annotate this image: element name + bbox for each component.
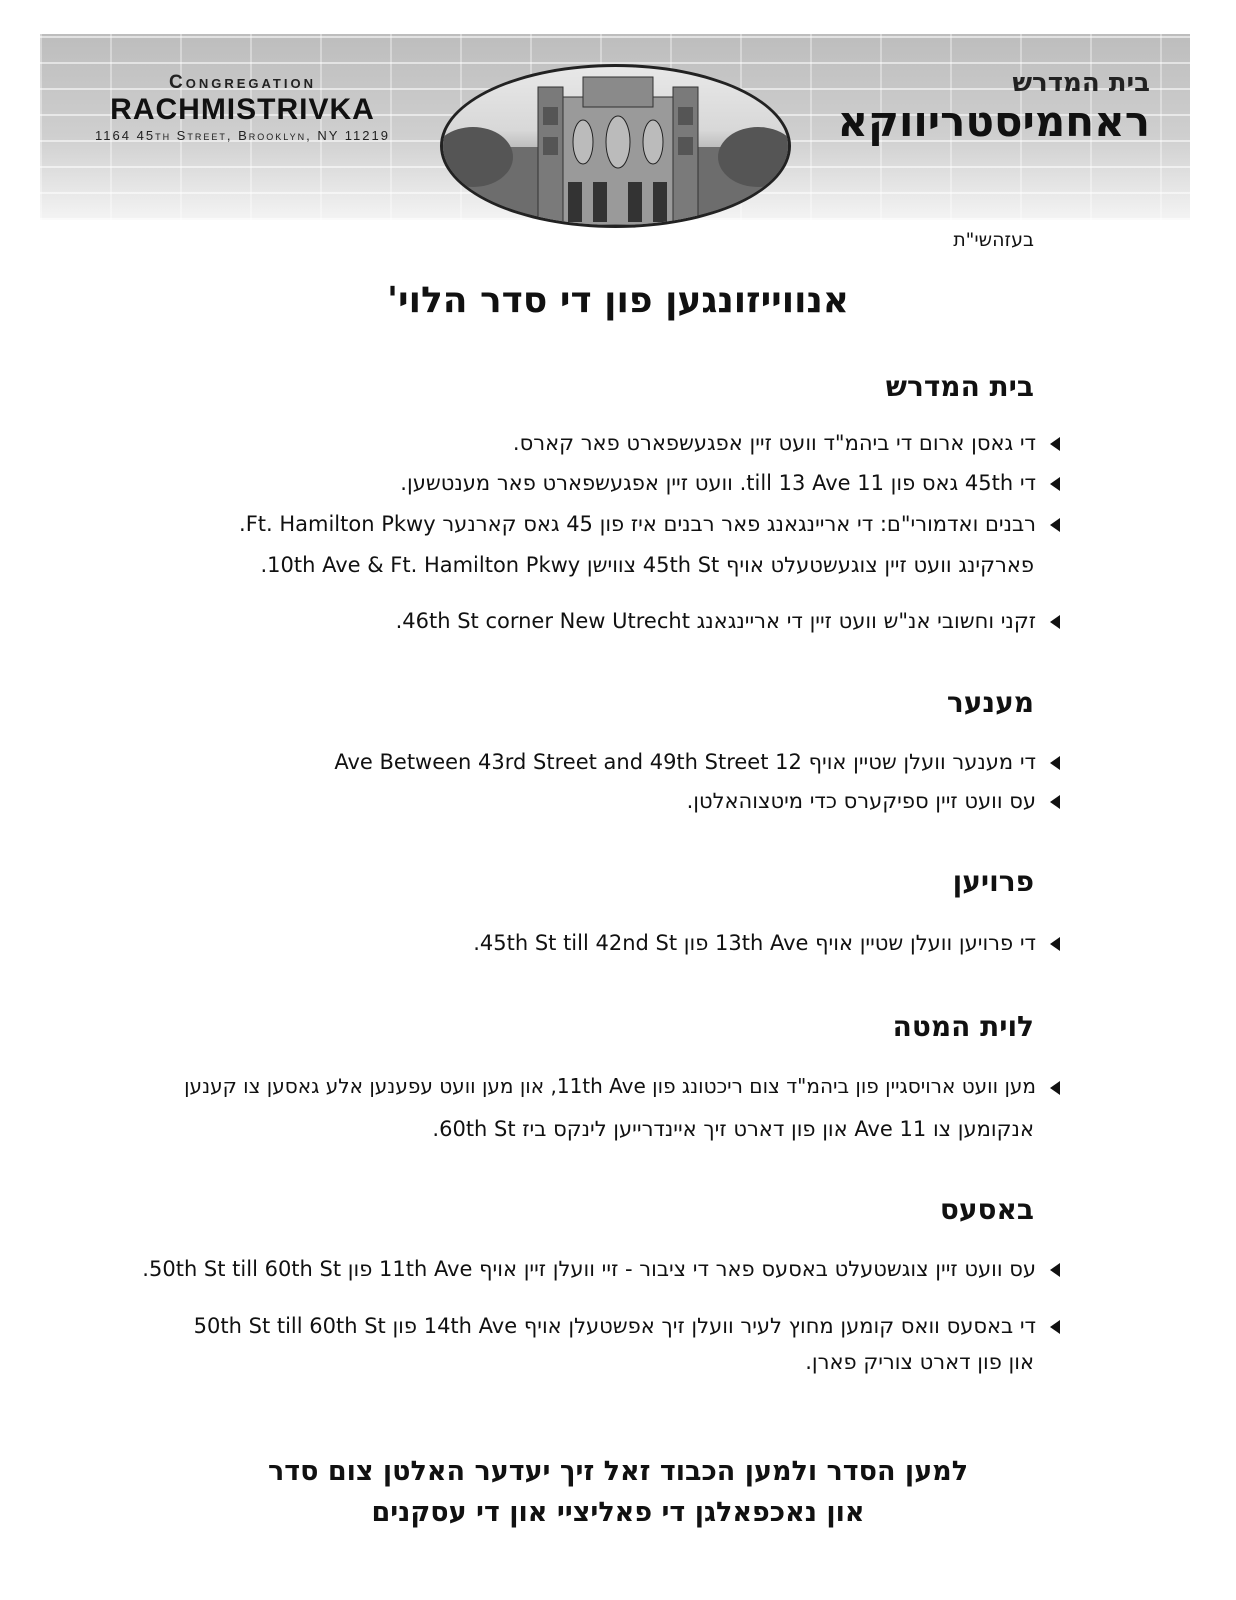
section-heading-women: פרויען [952, 865, 1034, 898]
section-heading-levaya: לוית המטה [892, 1010, 1034, 1043]
bezras-hashem: בעזהשי"ת [953, 229, 1034, 251]
list-item-continuation: און פון דארט צוריק פארן. [805, 1350, 1034, 1374]
list-item: זקני וחשובי אנ"ש וועט זיין די אריינגאנג 46th St corner New Utrecht. [396, 608, 1060, 634]
congregation-english [70, 72, 415, 143]
bullet-arrow-icon [1050, 937, 1060, 951]
bullet-arrow-icon [1050, 1263, 1060, 1277]
footer-line-1: למען הסדר ולמען הכבוד זאל זיך יעדער האלטן צום סדר [267, 1456, 969, 1487]
bullet-arrow-icon [1050, 1320, 1060, 1334]
bullet-arrow-icon [1050, 477, 1060, 491]
list-item: די 45th גאס פון 11 till 13 Ave. וועט זיין אפגעשפארט פאר מענטשען. [400, 470, 1060, 496]
bullet-arrow-icon [1050, 1081, 1060, 1095]
list-item: עס וועט זיין צוגשטעלט באסעס פאר די ציבור - זיי וועלן זיין אויף 11th Ave פון 50th St till 60th St. [142, 1256, 1060, 1282]
congregation-name-hebrew: ראחמיסטריווקא [837, 97, 1150, 146]
list-item: רבנים ואדמורי"ם: די אריינגאנג פאר רבנים איז פון 45 גאס קארנער Ft. Hamilton Pkwy. [239, 511, 1060, 537]
page-title: אנווייזונגען פון די סדר הלוי' [386, 280, 850, 321]
list-item-continuation: פארקינג וועט זיין צוגעשטעלט אויף 45th St צווישן 10th Ave & Ft. Hamilton Pkwy. [260, 553, 1034, 577]
list-item: די מענער וועלן שטיין אויף 12 Ave Between 43rd Street and 49th Street [334, 749, 1060, 775]
bullet-arrow-icon [1050, 795, 1060, 809]
congregation-label: Congregation [169, 72, 316, 93]
list-item: די גאסן ארום די ביהמ"ד וועט זיין אפגעשפארט פאר קארס. [513, 430, 1060, 456]
header-banner [40, 34, 1190, 220]
list-item: די באסעס וואס קומען מחוץ לעיר וועלן זיך אפשטעלן אויף 14th Ave פון 50th St till 60th St [194, 1313, 1060, 1339]
section-heading-men: מענער [946, 686, 1034, 719]
bullet-arrow-icon [1050, 615, 1060, 629]
list-item: עס וועט זיין ספיקערס כדי מיטצוהאלטן. [687, 788, 1060, 814]
beis-medrash-label: בית המדרש [1012, 68, 1150, 98]
list-item-continuation: אנקומען צו 11 Ave און פון דארט זיך איינדרייען לינקס ביז 60th St. [432, 1117, 1034, 1141]
list-item: מען וועט ארויסגיין פון ביהמ"ד צום ריכטונג פון 11th Ave, און מען וועט עפענען אלע גאסען צו קענען [184, 1073, 1060, 1099]
bullet-arrow-icon [1050, 518, 1060, 532]
footer-line-2: און נאכפאלגן די פאליציי און די עסקנים [371, 1497, 865, 1528]
section-heading-buses: באסעס [939, 1193, 1034, 1226]
bullet-arrow-icon [1050, 437, 1060, 451]
congregation-address: 1164 45th Street, Brooklyn, NY 11219 [95, 128, 390, 143]
synagogue-building-photo [440, 64, 791, 228]
list-item: די פרויען וועלן שטיין אויף 13th Ave פון 45th St till 42nd St. [473, 930, 1060, 956]
section-heading-beis-medrash: בית המדרש [885, 370, 1034, 403]
congregation-hebrew [810, 68, 1150, 146]
congregation-name: RACHMISTRIVKA [110, 93, 375, 126]
bullet-arrow-icon [1050, 756, 1060, 770]
building-illustration [443, 67, 788, 225]
